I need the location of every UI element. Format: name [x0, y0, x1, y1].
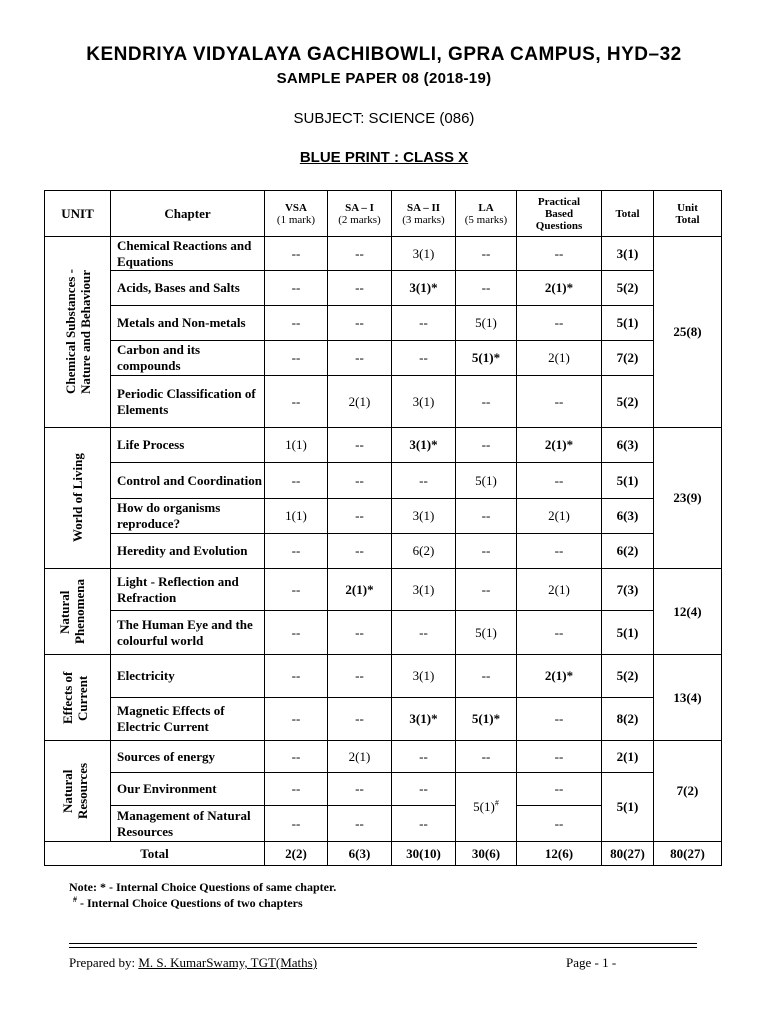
- chapter-cell: Light - Reflection and Refraction: [111, 569, 265, 611]
- vsa-cell: 1(1): [265, 428, 328, 463]
- unit-total-cell: 23(9): [654, 428, 722, 569]
- total-cell: 5(2): [602, 376, 654, 428]
- unit-total-cell: 7(2): [654, 741, 722, 842]
- la-cell: --: [456, 499, 517, 534]
- sa1-total: 6(3): [328, 842, 392, 866]
- la-cell: --: [456, 237, 517, 271]
- sa2-cell: --: [392, 306, 456, 341]
- vsa-cell: --: [265, 341, 328, 376]
- pbq-cell: 2(1)*: [517, 271, 602, 306]
- la-total: 30(6): [456, 842, 517, 866]
- pbq-cell: --: [517, 806, 602, 842]
- pbq-cell: --: [517, 534, 602, 569]
- sa1-cell: 2(1): [328, 376, 392, 428]
- pbq-cell: --: [517, 306, 602, 341]
- blueprint-table: [44, 190, 722, 866]
- table-row: [45, 271, 722, 306]
- la-cell: --: [456, 569, 517, 611]
- pbq-total: 12(6): [517, 842, 602, 866]
- table-row: [45, 463, 722, 499]
- sa2-cell: --: [392, 806, 456, 842]
- chapter-cell: Acids, Bases and Salts: [111, 271, 265, 306]
- vsa-total: 2(2): [265, 842, 328, 866]
- vsa-cell: --: [265, 306, 328, 341]
- unit-cell-natural-resources: Natural Resources: [45, 741, 111, 842]
- note-line-2: # - Internal Choice Questions of two chapters: [73, 895, 303, 910]
- vsa-cell: 1(1): [265, 499, 328, 534]
- note-hash-mark: #: [73, 895, 77, 904]
- header-row: [45, 191, 722, 237]
- la-cell: 5(1)*: [456, 341, 517, 376]
- sa2-cell: --: [392, 341, 456, 376]
- table-row: [45, 237, 722, 271]
- sa2-cell: 3(1)*: [392, 698, 456, 741]
- sa1-cell: --: [328, 237, 392, 271]
- la-cell: 5(1)*: [456, 698, 517, 741]
- sa1-cell: 2(1): [328, 741, 392, 773]
- sa2-cell: 3(1): [392, 237, 456, 271]
- header-la: LA (5 marks): [456, 191, 517, 237]
- header-sa2: SA – II (3 marks): [392, 191, 456, 237]
- sa2-cell: --: [392, 611, 456, 655]
- sa2-cell: --: [392, 463, 456, 499]
- sa1-cell: --: [328, 499, 392, 534]
- vsa-cell: --: [265, 773, 328, 806]
- sa1-cell: --: [328, 698, 392, 741]
- chapter-cell: Our Environment: [111, 773, 265, 806]
- header-unit: UNIT: [45, 191, 111, 237]
- pbq-cell: 2(1): [517, 499, 602, 534]
- la-cell: --: [456, 271, 517, 306]
- sa2-cell: 3(1)*: [392, 428, 456, 463]
- sa1-cell: --: [328, 306, 392, 341]
- total-cell: 7(3): [602, 569, 654, 611]
- la-cell: --: [456, 655, 517, 698]
- header-chapter: Chapter: [111, 191, 265, 237]
- total-cell: 7(2): [602, 341, 654, 376]
- chapter-cell: The Human Eye and the colourful world: [111, 611, 265, 655]
- vsa-cell: --: [265, 611, 328, 655]
- vsa-cell: --: [265, 271, 328, 306]
- la-cell: --: [456, 534, 517, 569]
- chapter-cell: Electricity: [111, 655, 265, 698]
- footer-rule-top: [69, 943, 697, 944]
- sa2-cell: 3(1): [392, 499, 456, 534]
- unit-cell-effects-of-current: Effects of Current: [45, 655, 111, 741]
- vsa-cell: --: [265, 741, 328, 773]
- la-cell: 5(1): [456, 611, 517, 655]
- vsa-cell: --: [265, 569, 328, 611]
- la-cell: --: [456, 741, 517, 773]
- sa1-cell: --: [328, 341, 392, 376]
- total-cell: 5(2): [602, 271, 654, 306]
- total-cell-merged: 5(1): [602, 773, 654, 842]
- total-cell: 5(1): [602, 463, 654, 499]
- unit-cell-world-of-living: World of Living: [45, 428, 111, 569]
- pbq-cell: --: [517, 773, 602, 806]
- unit-cell-natural-phenomena: Natural Phenomena: [45, 569, 111, 655]
- total-cell: 3(1): [602, 237, 654, 271]
- sa2-cell: 3(1): [392, 376, 456, 428]
- unit-total-cell: 25(8): [654, 237, 722, 428]
- footer-prepared-by: Prepared by: M. S. KumarSwamy, TGT(Maths): [69, 955, 318, 970]
- pbq-cell: --: [517, 698, 602, 741]
- la-cell: 5(1): [456, 463, 517, 499]
- chapter-cell: Management of Natural Resources: [111, 806, 265, 842]
- page-number: Page - 1 -: [566, 955, 617, 970]
- sa1-cell: --: [328, 271, 392, 306]
- table-row: [45, 741, 722, 773]
- table-row: [45, 534, 722, 569]
- table-row: [45, 499, 722, 534]
- blueprint-heading: BLUE PRINT : CLASS X: [299, 149, 469, 166]
- pbq-cell: --: [517, 611, 602, 655]
- sa1-cell: --: [328, 463, 392, 499]
- paper-title: SAMPLE PAPER 08 (2018-19): [276, 70, 492, 87]
- chapter-cell: Chemical Reactions and Equations: [111, 237, 265, 271]
- sa2-cell: 6(2): [392, 534, 456, 569]
- la-cell: --: [456, 376, 517, 428]
- author-name: M. S. KumarSwamy, TGT(Maths): [138, 955, 318, 970]
- sa2-cell: --: [392, 773, 456, 806]
- la-cell-merged: 5(1)#: [456, 773, 517, 842]
- vsa-cell: --: [265, 806, 328, 842]
- vsa-cell: --: [265, 655, 328, 698]
- total-cell: 5(2): [602, 655, 654, 698]
- grand-unit-total: 80(27): [654, 842, 722, 866]
- sa2-total: 30(10): [392, 842, 456, 866]
- sa2-cell: --: [392, 741, 456, 773]
- chapter-cell: Heredity and Evolution: [111, 534, 265, 569]
- chapter-cell: Periodic Classification of Elements: [111, 376, 265, 428]
- table-row: [45, 655, 722, 698]
- table-row: [45, 698, 722, 741]
- chapter-cell: How do organisms reproduce?: [111, 499, 265, 534]
- total-label: Total: [45, 842, 265, 866]
- sa1-cell: --: [328, 534, 392, 569]
- vsa-cell: --: [265, 376, 328, 428]
- table-row: [45, 569, 722, 611]
- vsa-cell: --: [265, 237, 328, 271]
- vsa-cell: --: [265, 698, 328, 741]
- sa1-cell: --: [328, 611, 392, 655]
- table-row: [45, 306, 722, 341]
- pbq-cell: 2(1)*: [517, 655, 602, 698]
- footer-rule-bottom: [69, 947, 697, 948]
- pbq-cell: --: [517, 741, 602, 773]
- header-vsa: VSA (1 mark): [265, 191, 328, 237]
- total-cell: 6(3): [602, 499, 654, 534]
- chapter-cell: Sources of energy: [111, 741, 265, 773]
- sa2-cell: 3(1)*: [392, 271, 456, 306]
- pbq-cell: 2(1): [517, 341, 602, 376]
- pbq-cell: 2(1): [517, 569, 602, 611]
- total-cell: 5(1): [602, 611, 654, 655]
- table-row: [45, 428, 722, 463]
- la-cell: 5(1): [456, 306, 517, 341]
- grand-total: 80(27): [602, 842, 654, 866]
- unit-cell-chemical: Chemical Substances - Nature and Behaviour: [45, 237, 111, 428]
- sa1-cell: --: [328, 806, 392, 842]
- chapter-cell: Magnetic Effects of Electric Current: [111, 698, 265, 741]
- sa1-cell: --: [328, 773, 392, 806]
- note-line-1: Note: * - Internal Choice Questions of same chapter.: [69, 880, 337, 894]
- table-row: [45, 611, 722, 655]
- table-row: [45, 773, 722, 806]
- vsa-cell: --: [265, 534, 328, 569]
- pbq-cell: --: [517, 376, 602, 428]
- chapter-cell: Carbon and its compounds: [111, 341, 265, 376]
- sa1-cell: --: [328, 428, 392, 463]
- unit-total-cell: 12(4): [654, 569, 722, 655]
- vsa-cell: --: [265, 463, 328, 499]
- unit-total-cell: 13(4): [654, 655, 722, 741]
- sa2-cell: 3(1): [392, 655, 456, 698]
- chapter-cell: Metals and Non-metals: [111, 306, 265, 341]
- header-unit-total: Unit Total: [654, 191, 722, 237]
- school-title: KENDRIYA VIDYALAYA GACHIBOWLI, GPRA CAMPUS, HYD–32: [86, 44, 682, 65]
- total-cell: 8(2): [602, 698, 654, 741]
- table-row: [45, 376, 722, 428]
- chapter-cell: Life Process: [111, 428, 265, 463]
- sa2-cell: 3(1): [392, 569, 456, 611]
- subject-line: SUBJECT: SCIENCE (086): [293, 110, 475, 127]
- header-sa1: SA – I (2 marks): [328, 191, 392, 237]
- header-practical: Practical Based Questions: [517, 191, 602, 237]
- total-row: [45, 842, 722, 866]
- total-cell: 6(2): [602, 534, 654, 569]
- total-cell: 2(1): [602, 741, 654, 773]
- pbq-cell: --: [517, 237, 602, 271]
- pbq-cell: 2(1)*: [517, 428, 602, 463]
- header-total: Total: [602, 191, 654, 237]
- total-cell: 6(3): [602, 428, 654, 463]
- chapter-cell: Control and Coordination: [111, 463, 265, 499]
- sa1-cell: 2(1)*: [328, 569, 392, 611]
- pbq-cell: --: [517, 463, 602, 499]
- la-cell: --: [456, 428, 517, 463]
- table-row: [45, 341, 722, 376]
- total-cell: 5(1): [602, 306, 654, 341]
- sa1-cell: --: [328, 655, 392, 698]
